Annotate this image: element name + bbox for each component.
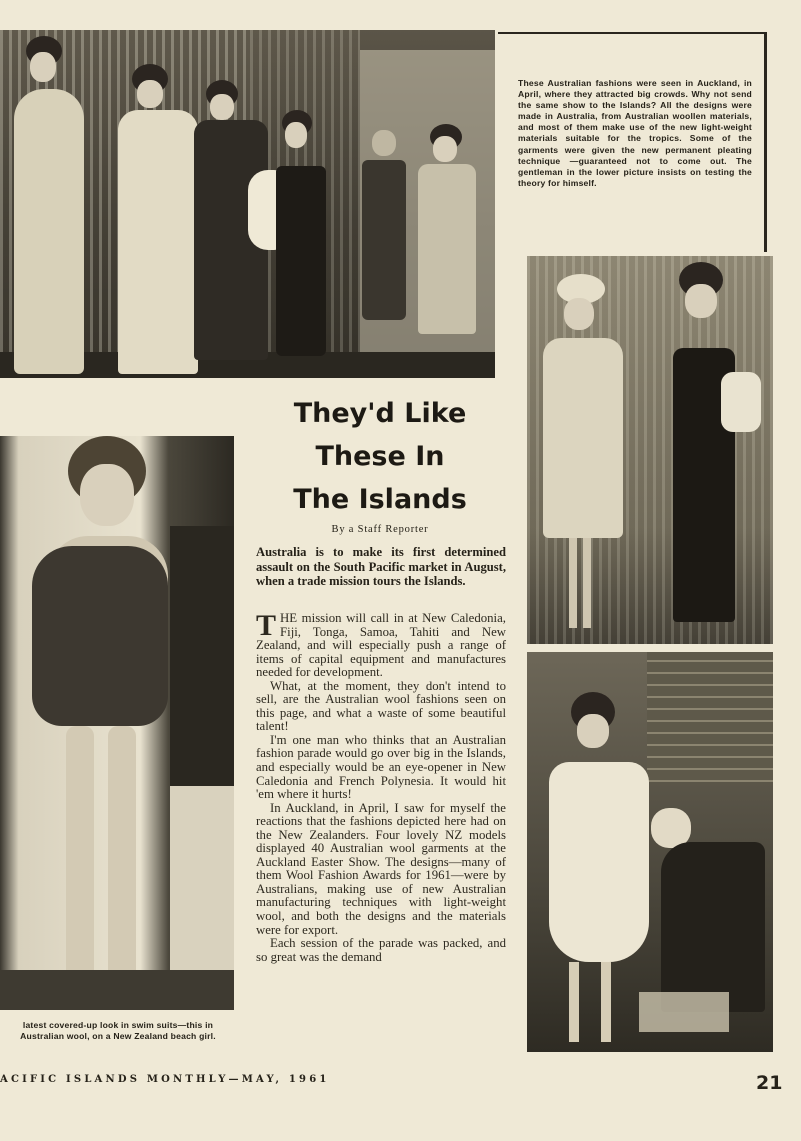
article-intro: Australia is to make its first determined assault on the South Pacific market in August, when a trade mission tours the Islands. [256, 545, 506, 589]
photo-two-models [527, 256, 773, 644]
headline-line-2: These In [315, 441, 445, 472]
photo-fashion-parade-group [0, 30, 495, 378]
photo-swimsuit-model [0, 436, 234, 1010]
body-paragraph-2: What, at the moment, they don't intend to sell, are the Australian wool fashions seen on this page, and what a waste of some beautiful talent! [256, 678, 506, 734]
body-paragraph-5: Each session of the parade was packed, and so great was the demand [256, 936, 506, 964]
byline: By a Staff Reporter [331, 524, 429, 535]
body-paragraph-4: In Auckland, in April, I saw for myself the reactions that the fashions depicted here had on the New Zealanders. Four lovely NZ models displayed 40 Australian wool garments at the Auckland Easter Show. The designs—many of them Wool Fashion Awards for 1961—were by Australians, making use of new Australian manufacturing techniques with light-weight wool, and both the designs and the materials were for export. [256, 800, 506, 937]
caption-box [498, 32, 767, 252]
photo-pleat-test [527, 652, 773, 1052]
page-number: 21 [756, 1072, 783, 1094]
photo-caption-top: These Australian fashions were seen in Auckland, in April, where they attracted big crowds. Why not send the same show to the Islands? All the designs were made in Australia, from Australian woollen materials, and most of them make use of the new light-weight materials suitable for the tropics. Some of the garments were given the new permanent pleating technique —guaranteed not to come out. The gentleman in the lower picture insists on testing the theory for himself. [518, 78, 752, 188]
drop-cap: T [256, 609, 277, 642]
headline-line-3: The Islands [293, 484, 467, 515]
body-paragraph-1 [256, 609, 506, 680]
article-headline [250, 392, 510, 521]
photo-caption-left: latest covered-up look in swim suits—this in Australian wool, on a New Zealand beach girl. [20, 1020, 216, 1041]
body-paragraph-3: I'm one man who thinks that an Australian fashion parade would go over big in the Islands, and especially would be an eye-opener in New Caledonia and French Polynesia. It would hit 'em where it hurts! [256, 732, 506, 802]
headline-line-1: They'd Like [293, 398, 467, 429]
footer-publication: ACIFIC ISLANDS MONTHLY—MAY, 1961 [0, 1074, 330, 1085]
article-body [256, 609, 506, 964]
body-paragraph-1-text: HE mission will call in at New Caledonia, Fiji, Tonga, Samoa, Tahiti and New Zealand, and will especially push a range of items of capital equipment and manufactures needed for development. [256, 611, 506, 680]
